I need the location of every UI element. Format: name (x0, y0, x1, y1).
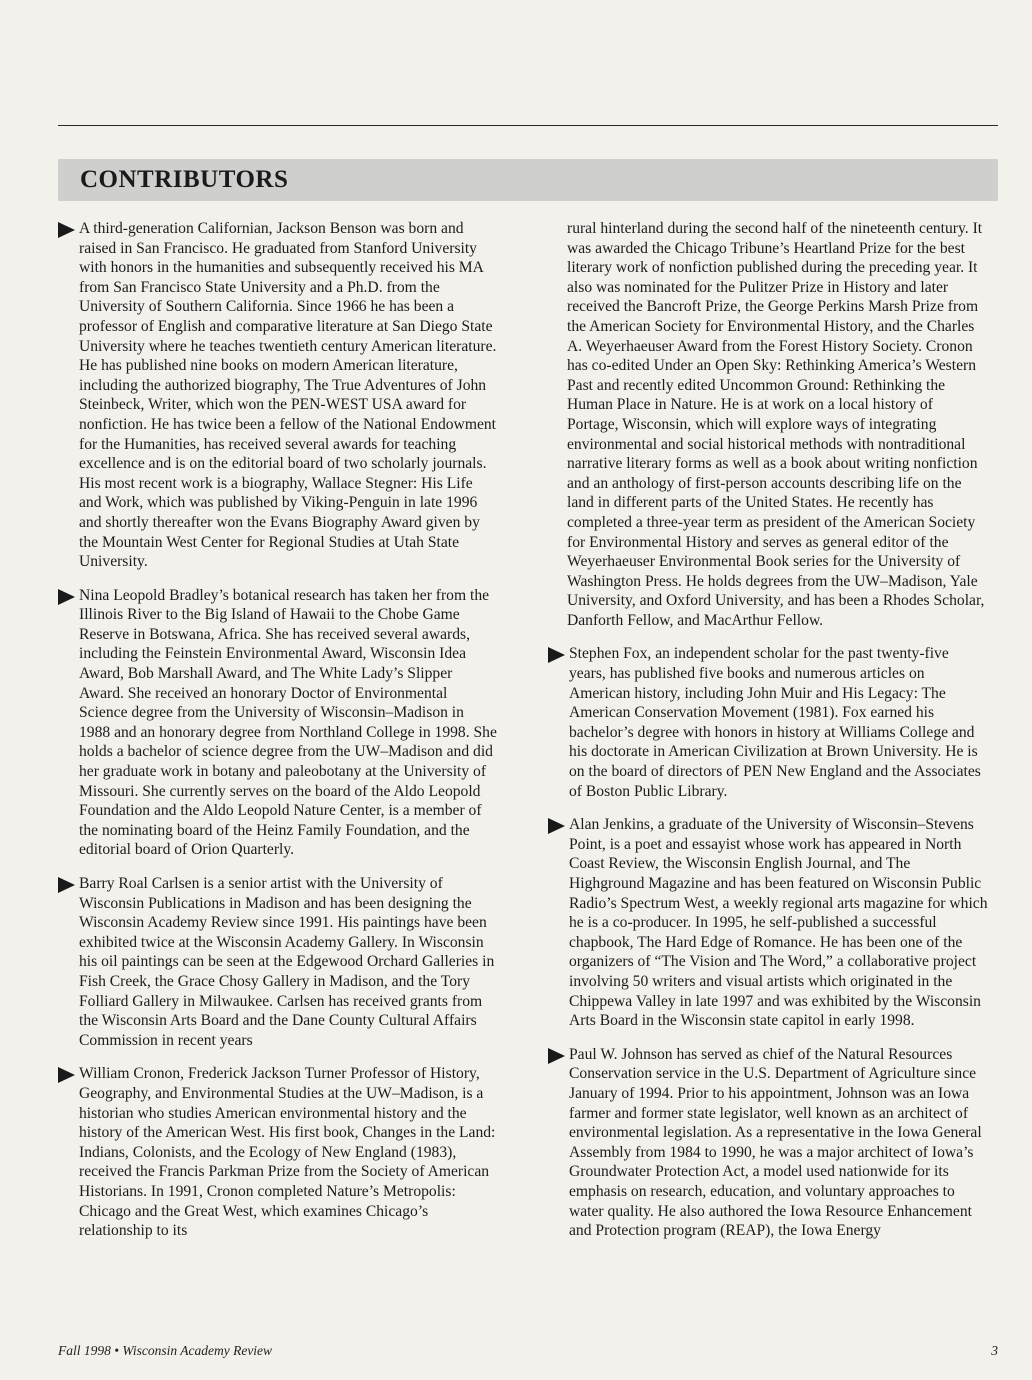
triangle-bullet-icon (58, 1067, 75, 1083)
section-header-banner (58, 159, 998, 201)
contributor-bio: Stephen Fox, an independent scholar for the past twenty-five years, has published five books and numerous articles on American history, including John Muir and His Legacy: The American Conservation Movement (1981). Fox earned his bachelor’s degree with honors in history at Williams College and his doctorate in American Civilization at Brown University. He is on the board of directors of PEN New England and the Associates of Boston Public Library. (569, 645, 981, 800)
contributor-bio: William Cronon, Frederick Jackson Turner Professor of History, Geography, and Environmental Studies at the UW–Madison, is a historian who studies American environmental history and the history of the American West. His first book, Changes in the Land: Indians, Colonists, and the Ecology of New England (1983), received the Francis Parkman Prize from the Society of American Historians. In 1991, Cronon completed Nature’s Metropolis: Chicago and the Great West, which examines Chicago’s relationship to its (79, 1065, 496, 1240)
triangle-bullet-icon (548, 1048, 565, 1064)
left-column (58, 219, 498, 1255)
contributor-bio: Paul W. Johnson has served as chief of the Natural Resources Conservation service in the U.S. Department of Agriculture since January of 1994. Prior to his appointment, Johnson was an Iowa farmer and former state legislator, well known as an architect of environmental legislation. As a representative in the Iowa General Assembly from 1984 to 1990, he was a major architect of Iowa’s Groundwater Protection Act, a model used nationwide for its emphasis on research, education, and voluntary approaches to water quality. He also authored the Iowa Resource Enhancement and Protection program (REAP), the Iowa Energy (569, 1045, 982, 1240)
contributor-bio: Nina Leopold Bradley’s botanical research has taken her from the Illinois River to the Big Island of Hawaii to the Chobe Game Reserve in Botswana, Africa. She has received several awards, including the Feinstein Environmental Award, Wisconsin Idea Award, Bob Marshall Award, and The White Lady’s Slipper Award. She received an honorary Doctor of Environmental Science degree from the University of Wisconsin–Madison in 1988 and an honorary degree from Northland College in 1998. She holds a bachelor of science degree from the UW–Madison and did her graduate work in botany and paleobotany at the University of Missouri. She currently serves on the board of the Aldo Leopold Foundation and the Aldo Leopold Nature Center, is a member of the nominating board of the Heinz Family Foundation, and the editorial board of Orion Quarterly. (79, 586, 497, 859)
contributor-bio: A third-generation Californian, Jackson Benson was born and raised in San Francisco. He graduated from Stanford University with honors in the humanities and subsequently received his MA from San Francisco State University and a Ph.D. from the University of Southern California. Since 1966 he has been a professor of English and comparative literature at San Diego State University where he teaches twentieth century American literature. He has published nine books on modern American literature, including the authorized biography, The True Adventures of John Steinbeck, Writer, which won the PEN-WEST USA award for nonfiction. He has twice been a fellow of the National Endowment for the Humanities, has received several awards for teaching excellence and is on the editorial board of two scholarly journals. His most recent work is a biography, Wallace Stegner: His Life and Work, which was published by Viking-Penguin in late 1996 and shortly thereafter won the Evans Biography Award given by the Mountain West Center for Regional Studies at Utah State University. (79, 220, 497, 571)
right-column (548, 219, 988, 1255)
contributor-entry-fox (548, 644, 988, 801)
triangle-bullet-icon (58, 877, 75, 893)
contributor-entry-carlsen (58, 874, 498, 1050)
contributor-entry-benson (58, 219, 498, 572)
top-rule (58, 125, 998, 126)
page-number: 3 (991, 1343, 998, 1358)
triangle-bullet-icon (548, 818, 565, 834)
contributor-entry-johnson (548, 1045, 988, 1241)
contributor-bio: Alan Jenkins, a graduate of the University of Wisconsin–Stevens Point, is a poet and essayist whose work has appeared in North Coast Review, the Wisconsin English Journal, and The Highground Magazine and has been featured on Wisconsin Public Radio’s Spectrum West, a weekly regional arts magazine for which he is a co-producer. In 1995, he self-published a successful chapbook, The Hard Edge of Romance. He has been one of the organizers of “The Vision and The Word,” a collaborative project involving 50 writers and visual artists which originated in the Chippewa Valley in late 1997 and was exhibited by the Wisconsin Arts Board in the Wisconsin state capitol in early 1998. (569, 816, 988, 1030)
triangle-bullet-icon (548, 647, 565, 663)
contributor-entry-cronon (58, 1064, 498, 1240)
section-title: CONTRIBUTORS (80, 166, 289, 193)
contributor-entry-cronon-continued (548, 219, 988, 630)
triangle-bullet-icon (58, 222, 75, 238)
contributor-bio: rural hinterland during the second half of the nineteenth century. It was awarded the Chicago Tribune’s Heartland Prize for the best literary work of nonfiction published during the preceding year. It also was nominated for the Pulitzer Prize in History and later received the Bancroft Prize, the George Perkins Marsh Prize from the American Society for Environmental History, and the Charles A. Weyerhaeuser Award from the Forest History Society. Cronon has co-edited Under an Open Sky: Rethinking America’s Western Past and recently edited Uncommon Ground: Rethinking the Human Place in Nature. He is at work on a local history of Portage, Wisconsin, which will explore ways of integrating environmental and social historical methods with nontraditional narrative literary forms as well as a book about writing nonfiction and an anthology of first-person accounts describing life on the land in different parts of the United States. He recently has completed a three-year term as president of the American Society for Environmental History and serves as general editor of the Weyerhaeuser Environmental Book series for the University of Washington Press. He holds degrees from the UW–Madison, Yale University, and Oxford University, and has been a Rhodes Scholar, Danforth Fellow, and MacArthur Fellow. (567, 220, 985, 629)
contributor-entry-jenkins (548, 815, 988, 1031)
issue-line: Fall 1998 • Wisconsin Academy Review (58, 1343, 273, 1358)
contributor-bio: Barry Roal Carlsen is a senior artist with the University of Wisconsin Publications in Madison and has been designing the Wisconsin Academy Review since 1991. His paintings have been exhibited twice at the Wisconsin Academy Gallery. In Wisconsin his oil paintings can be seen at the Edgewood Orchard Galleries in Fish Creek, the Grace Chosy Gallery in Madison, and the Tory Folliard Gallery in Milwaukee. Carlsen has received grants from the Wisconsin Arts Board and the Dane County Cultural Affairs Commission in recent years (79, 875, 495, 1049)
triangle-bullet-icon (58, 589, 75, 605)
contributor-entry-bradley (58, 586, 498, 860)
